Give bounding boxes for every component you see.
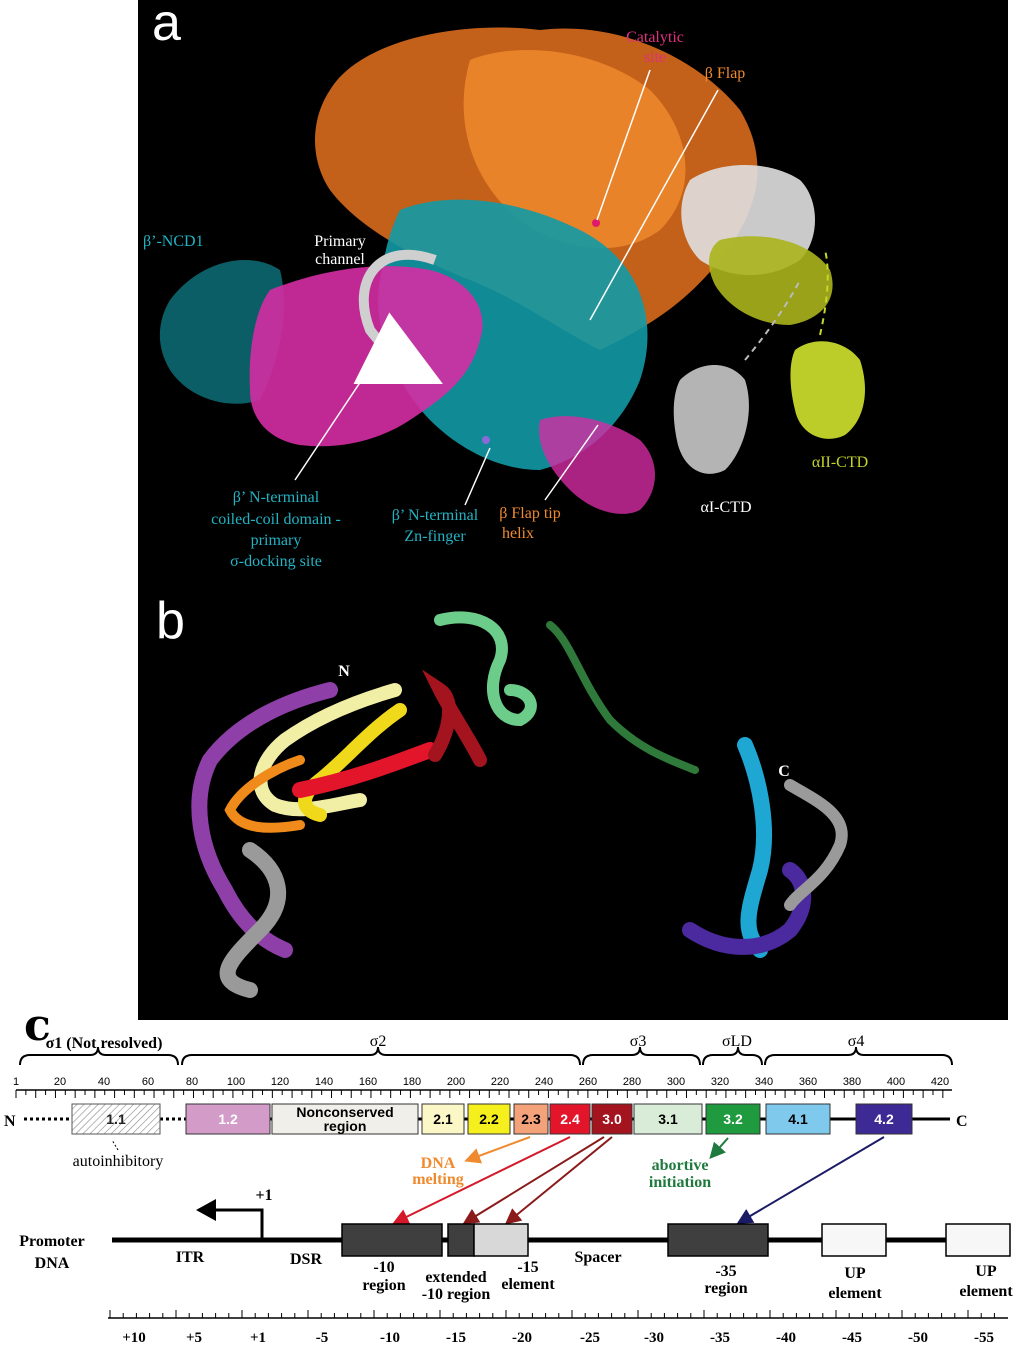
coiled-coil-label-1: β’ N-terminal: [232, 489, 320, 506]
alpha-ii-ctd-label: αII-CTD: [811, 454, 869, 471]
minus10-label-2: region: [362, 1277, 406, 1294]
region-2-1-label: 2.1: [433, 1111, 453, 1127]
autoinhibitory-label: autoinhibitory: [72, 1153, 164, 1170]
panel-a-letter: a: [152, 0, 181, 52]
dna-melting-label-2: melting: [412, 1171, 464, 1188]
dna-tick-label: -35: [710, 1330, 730, 1346]
up-element-2-label-1: UP: [975, 1263, 997, 1280]
flap-tip-label-1: β Flap tip: [499, 505, 561, 522]
abortive-initiation-label-2: initiation: [648, 1174, 712, 1191]
residue-ruler-ticks: [16, 1090, 943, 1098]
dsr-label: DSR: [289, 1251, 323, 1268]
primary-channel-label-2: channel: [315, 251, 365, 268]
ruler-tick-label: 180: [402, 1076, 422, 1088]
minus15-label-1: -15: [517, 1259, 539, 1276]
region-3-0-binding-arrow-b: [508, 1137, 612, 1222]
region-nonconserved-label-2: region: [323, 1118, 367, 1134]
flap-tip-label-2: helix: [502, 525, 534, 542]
panel-c: [4, 1000, 1013, 1346]
minus35-label-2: region: [704, 1280, 748, 1297]
catalytic-site-label-1: Catalytic: [626, 29, 684, 46]
dna-tick-label: -5: [315, 1330, 329, 1346]
dna-melting-label-1: DNA: [420, 1155, 456, 1172]
ruler-tick-label: 120: [270, 1076, 290, 1088]
dna-tick-label: -10: [380, 1330, 400, 1346]
region-4-1-label: 4.1: [788, 1111, 808, 1127]
domain-sigma3-label: σ3: [629, 1033, 647, 1050]
alpha-ii-ctd-shape: [790, 341, 865, 439]
panel-a: [138, 0, 1008, 572]
ruler-tick-label: 160: [358, 1076, 378, 1088]
ruler-tick-label: 420: [930, 1076, 950, 1088]
panel-b-background-right: [868, 572, 1008, 1020]
domain-sigma2-label: σ2: [369, 1033, 387, 1050]
ruler-tick-label: 360: [798, 1076, 818, 1088]
minus10-label-1: -10: [373, 1259, 395, 1276]
ruler-tick-label: 400: [886, 1076, 906, 1088]
panel-b-letter: b: [156, 592, 185, 650]
coiled-coil-label-3: primary: [250, 532, 302, 549]
ruler-tick-label: 100: [226, 1076, 246, 1088]
c-terminus-backbone-label: C: [956, 1113, 968, 1130]
promoter-dna-label-1: Promoter: [19, 1233, 85, 1250]
ruler-tick-label: 280: [622, 1076, 642, 1088]
catalytic-site-dot: [592, 219, 600, 227]
zn-finger-label-2: Zn-finger: [404, 528, 466, 545]
n-terminus-backbone-label: N: [4, 1113, 16, 1130]
abortive-initiation-arrow: [712, 1138, 728, 1156]
dna-position-labels: [122, 1330, 994, 1346]
n-terminus-label: N: [338, 663, 350, 680]
region-3-0-binding-arrow-a: [466, 1137, 604, 1222]
region-1-2-label: 1.2: [218, 1111, 238, 1127]
domain-sigma1-label: σ1 (Not resolved): [45, 1035, 163, 1052]
ruler-tick-label: 260: [578, 1076, 598, 1088]
extended-minus10-label-2: -10 region: [421, 1286, 491, 1303]
dna-tick-label: +1: [249, 1330, 267, 1346]
ruler-tick-label: 340: [754, 1076, 774, 1088]
dna-position-ticks: [110, 1310, 994, 1318]
promoter-dna-label-2: DNA: [34, 1255, 70, 1272]
zn-finger-dot: [482, 436, 490, 444]
alpha-i-ctd-label: αI-CTD: [700, 499, 752, 516]
dna-tick-label: +5: [185, 1330, 203, 1346]
region-4-2-label: 4.2: [874, 1111, 894, 1127]
dna-tick-label: -45: [842, 1330, 862, 1346]
catalytic-site-label-2: site: [643, 49, 667, 66]
region-nonconserved-label-1: Nonconserved: [296, 1104, 394, 1120]
ruler-tick-label: 60: [141, 1076, 155, 1088]
up-element-2-box: [946, 1224, 1010, 1256]
region-2-4-label: 2.4: [560, 1111, 580, 1127]
conserved-regions: [72, 1104, 912, 1134]
extended-minus10-label-1: extended: [425, 1269, 487, 1286]
coiled-coil-label-4: σ-docking site: [230, 553, 322, 570]
minus15-label-2: element: [501, 1276, 555, 1293]
minus10-region-box: [342, 1224, 442, 1256]
beta-flap-label: β Flap: [704, 65, 746, 82]
dna-tick-label: +10: [122, 1330, 146, 1346]
c-terminus-label: C: [778, 763, 790, 780]
up-element-2-label-2: element: [959, 1283, 1013, 1300]
itr-label: ITR: [175, 1249, 205, 1266]
coiled-coil-label-2: coiled-coil domain -: [211, 511, 341, 528]
dna-tick-label: -55: [974, 1330, 994, 1346]
dna-tick-label: -50: [908, 1330, 928, 1346]
panel-c-letter: c: [24, 1000, 51, 1051]
dna-tick-label: -15: [446, 1330, 466, 1346]
ruler-tick-label: 380: [842, 1076, 862, 1088]
ruler-tick-label: 320: [710, 1076, 730, 1088]
tss-arrow-line: [210, 1210, 262, 1240]
residue-ruler-labels: [13, 1076, 949, 1088]
domain-sigmald-label: σLD: [722, 1033, 752, 1050]
ruler-tick-label: 1: [12, 1076, 20, 1088]
up-element-1-label-1: UP: [844, 1265, 866, 1282]
region-2-3-label: 2.3: [521, 1111, 541, 1127]
up-element-1-box: [822, 1224, 886, 1256]
region-3-0-label: 3.0: [602, 1111, 622, 1127]
ruler-tick-label: 80: [185, 1076, 199, 1088]
minus35-label-1: -35: [715, 1263, 737, 1280]
ruler-tick-label: 20: [53, 1076, 67, 1088]
region-2-2-label: 2.2: [479, 1111, 499, 1127]
extended-minus10-box: [448, 1224, 474, 1256]
abortive-initiation-label-1: abortive: [651, 1157, 709, 1174]
panel-b: [138, 572, 1008, 1020]
dna-tick-label: -25: [580, 1330, 600, 1346]
region-4-2-binding-arrow: [740, 1137, 884, 1222]
dna-tick-label: -40: [776, 1330, 796, 1346]
minus15-element-box: [474, 1224, 528, 1256]
domain-sigma4-label: σ4: [847, 1033, 865, 1050]
ruler-tick-label: 240: [534, 1076, 554, 1088]
zn-finger-label-1: β’ N-terminal: [391, 507, 479, 524]
region-3-1-label: 3.1: [658, 1111, 678, 1127]
ruler-tick-label: 140: [314, 1076, 334, 1088]
up-element-1-label-2: element: [828, 1285, 882, 1302]
region-3-2-label: 3.2: [723, 1111, 743, 1127]
region-1-1-label: 1.1: [106, 1111, 126, 1127]
ruler-tick-label: 300: [666, 1076, 686, 1088]
beta-ncd1-label: β’-NCD1: [143, 233, 204, 250]
autoinhibitory-pointer: [112, 1140, 118, 1150]
primary-channel-label-1: Primary: [314, 233, 366, 250]
dna-melting-arrow: [468, 1137, 530, 1160]
tss-plus-one-label: +1: [255, 1187, 273, 1204]
ruler-tick-label: 200: [446, 1076, 466, 1088]
ruler-tick-label: 220: [490, 1076, 510, 1088]
ruler-tick-label: 40: [97, 1076, 111, 1088]
dna-tick-label: -20: [512, 1330, 532, 1346]
minus35-region-box: [668, 1224, 768, 1256]
spacer-label: Spacer: [574, 1249, 622, 1266]
dna-tick-label: -30: [644, 1330, 664, 1346]
tss-arrowhead: [196, 1199, 216, 1221]
